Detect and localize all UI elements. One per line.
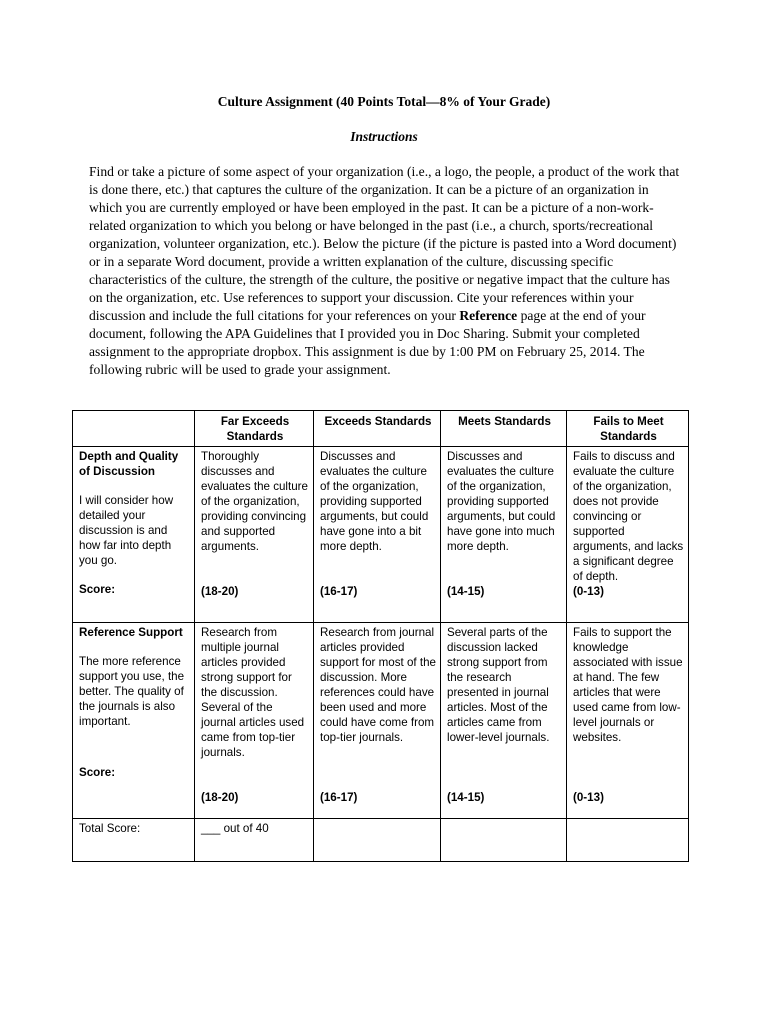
rubric-cell	[314, 447, 441, 623]
instructions-paragraph	[89, 163, 683, 379]
header-meets: Meets Standards	[441, 411, 567, 447]
rubric-table	[72, 410, 689, 862]
cell-score: (18-20)	[201, 791, 239, 804]
header-cell-empty	[73, 411, 195, 447]
cell-score: (14-15)	[447, 791, 485, 804]
rubric-cell	[441, 623, 567, 819]
rubric-cell	[314, 623, 441, 819]
cell-description: Several parts of the discussion lacked strong support from the research presented in journal articles. Most of the articles came from lower-level journals.	[447, 626, 550, 744]
paragraph-text-part1: Find or take a picture of some aspect of your organization (i.e., a logo, the people, a product of the work that is done there, etc.) that captures the culture of the organization. It can be a picture of an organization in which you are currently employed or have been employed in the past. It can be a picture of a non-work-related organization to which you belong or have belonged in the past (i.e., a church, sports/recreational organization, volunteer organization, etc.). Below the picture (if the picture is pasted into a Word document) or in a separate Word document, provide a written explanation of the culture, discussing specific characteristics of the culture, the strength of the culture, the positive or negative impact that the culture has on the organization, etc. Use references to support your discussion. Cite your references within your discussion and include the full citations for your references on your	[89, 164, 680, 323]
score-label: Score:	[79, 766, 116, 779]
cell-description: Fails to support the knowledge associated with issue at hand. The few articles that were used came from low-level journals or websites.	[573, 626, 683, 744]
cell-description: Research from multiple journal articles provided strong support for the discussion. Several of the journal articles used came from top-tier journals.	[201, 626, 305, 759]
header-fails: Fails to Meet Standards	[567, 411, 689, 447]
score-label: Score:	[79, 583, 116, 596]
total-empty-cell	[441, 819, 567, 862]
rubric-row-depth	[73, 447, 689, 623]
criterion-title: Depth and Quality of Discussion	[79, 450, 179, 478]
criterion-cell	[73, 623, 195, 819]
cell-description: Research from journal articles provided support for most of the discussion. More references could have been used and more could have come from top-tier journals.	[320, 626, 436, 744]
rubric-cell	[195, 623, 314, 819]
cell-score: (16-17)	[320, 585, 358, 598]
cell-score: (16-17)	[320, 791, 358, 804]
cell-description: Discusses and evaluates the culture of the organization, providing supported arguments, but could have gone into a bit more depth.	[320, 450, 429, 553]
rubric-cell	[567, 447, 689, 623]
criterion-description: I will consider how detailed your discussion is and how far into depth you go.	[79, 494, 174, 567]
instructions-heading: Instructions	[350, 129, 418, 144]
paragraph-bold-reference: Reference	[459, 308, 518, 323]
cell-score: (0-13)	[573, 585, 604, 598]
cell-description: Thoroughly discusses and evaluates the culture of the organization, providing convincing and supported arguments.	[201, 450, 308, 553]
rubric-header-row	[73, 411, 689, 447]
criterion-description: The more reference support you use, the better. The quality of the journals is also important.	[79, 655, 185, 728]
rubric-cell	[567, 623, 689, 819]
header-far-exceeds: Far Exceeds Standards	[195, 411, 314, 447]
rubric-total-row	[73, 819, 689, 862]
rubric-cell	[441, 447, 567, 623]
cell-score: (0-13)	[573, 791, 604, 804]
rubric-row-reference	[73, 623, 689, 819]
cell-score: (18-20)	[201, 585, 239, 598]
document-title: Culture Assignment (40 Points Total—8% of Your Grade)	[217, 94, 551, 109]
criterion-title: Reference Support	[79, 626, 183, 639]
cell-score: (14-15)	[447, 585, 485, 598]
rubric-cell	[195, 447, 314, 623]
header-exceeds: Exceeds Standards	[314, 411, 441, 447]
cell-description: Discusses and evaluates the culture of the organization, providing supported arguments, but could have gone into much more depth.	[447, 450, 556, 553]
total-empty-cell	[567, 819, 689, 862]
cell-description: Fails to discuss and evaluate the culture of the organization, does not provide convincing or supported arguments, and lacks a significant degree of depth.	[573, 450, 684, 583]
total-label: Total Score:	[73, 819, 195, 862]
total-value: ___ out of 40	[195, 819, 314, 862]
paragraph-text-part2: page at the end of your document, following the APA Guidelines that I provided you in Doc Sharing. Submit your completed assignment to the appropriate dropbox. This assignment is due by 1:00 PM on February 25, 2014. The following rubric will be used to grade your assignment.	[89, 308, 646, 377]
criterion-cell	[73, 447, 195, 623]
total-empty-cell	[314, 819, 441, 862]
